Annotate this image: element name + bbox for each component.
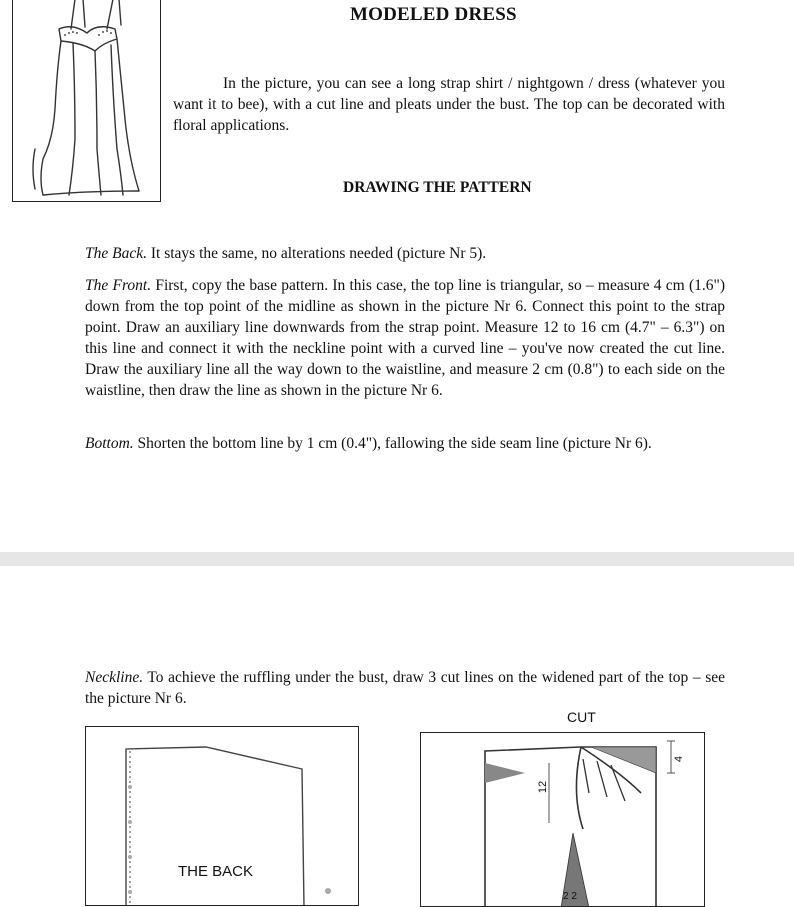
neckline-text: To achieve the ruffling under the bust, draw 3 cut lines on the widened part of the top – see the picture Nr 6. — [85, 669, 725, 707]
front-label: The Front. — [85, 277, 152, 294]
intro-paragraph: In the picture, you can see a long strap shirt / nightgown / dress (whatever you want it to bee), with a cut line and pleats under the bust. The top can be decorated with floral applications. — [173, 75, 725, 134]
neckline-paragraph — [85, 667, 725, 709]
page-2 — [0, 566, 794, 902]
measure-4-label: 4 — [673, 755, 686, 763]
back-pattern-label: THE BACK — [178, 863, 254, 880]
dress-sketch-illustration — [12, 0, 161, 202]
cut-label: CUT — [567, 709, 596, 725]
back-paragraph — [85, 243, 725, 264]
dress-sketch-drawing — [13, 0, 159, 200]
front-text: First, copy the base pattern. In this case, the top line is triangular, so – measure 4 cm (1.6") down from the top point of the midline as shown in the picture Nr 6. Connect this point to the strap point. Draw an auxiliary line downwards from the strap point. Measure 12 to 16 cm (4.7" – 6.3") on this line and connect it with the neckline point with a curved line – you've now created the cut line. Draw the auxiliary line all the way down to the waistline, and measure 2 cm (0.8") to each side on the waistline, then draw the line as shown in the picture Nr 6. — [85, 277, 725, 399]
page-title: MODELED DRESS — [350, 4, 517, 25]
front-pattern-figure — [420, 732, 705, 907]
front-paragraph — [85, 275, 725, 401]
back-text: It stays the same, no alterations needed (picture Nr 5). — [146, 245, 487, 262]
bottom-text: Shorten the bottom line by 1 cm (0.4"), fallowing the side seam line (picture Nr 6). — [133, 435, 652, 452]
measure-12-label: 12 — [537, 780, 550, 794]
section-subtitle: DRAWING THE PATTERN — [343, 179, 532, 196]
measure-2-label: 2 2 — [563, 891, 577, 902]
back-label: The Back. — [85, 245, 147, 262]
bottom-label: Bottom. — [85, 435, 134, 452]
back-pattern-figure — [85, 726, 359, 906]
page-separator — [0, 552, 794, 566]
front-pattern-drawing — [421, 733, 705, 907]
neckline-label: Neckline. — [85, 669, 144, 686]
bottom-paragraph — [85, 433, 725, 454]
